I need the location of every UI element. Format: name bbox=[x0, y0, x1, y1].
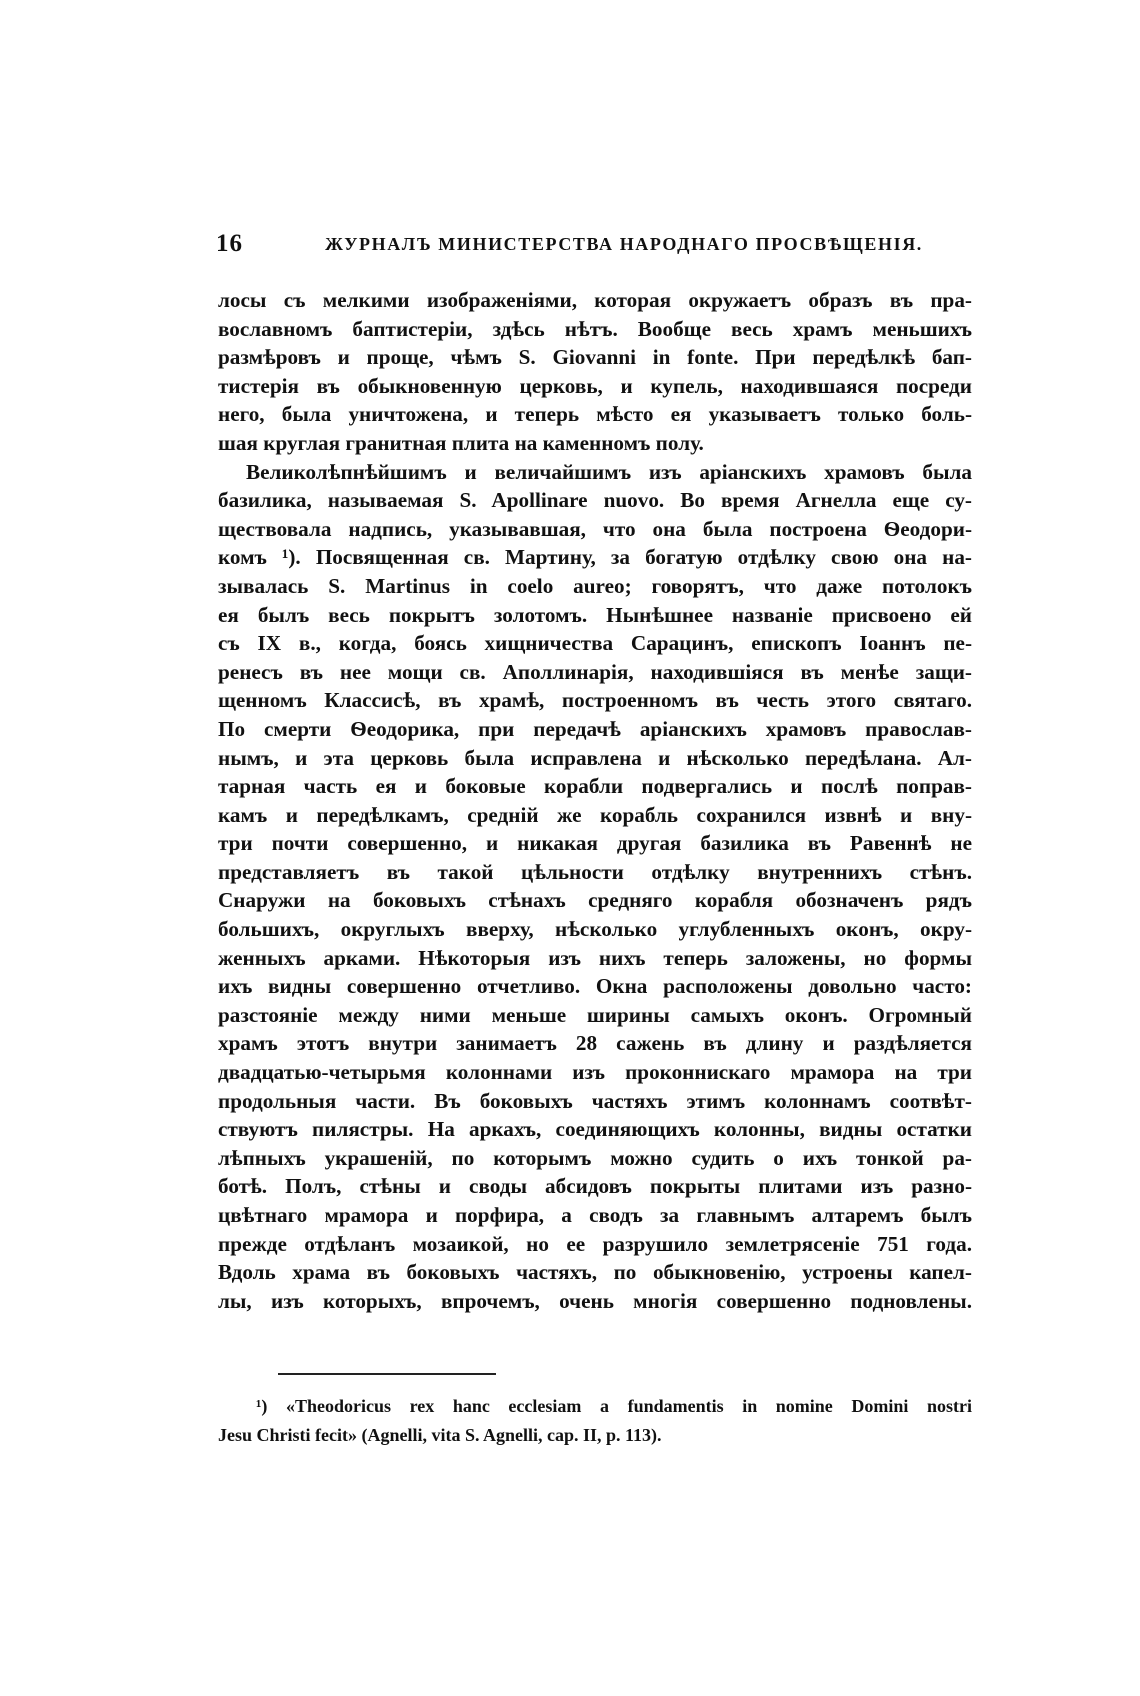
text-line: зывалась S. Martinus in coelo aureo; говорятъ, что даже потолокъ bbox=[218, 573, 972, 598]
text-line: ствуютъ пилястры. На аркахъ, соединяющихъ колонны, видны остатки bbox=[218, 1117, 972, 1142]
text-line: нымъ, и эта церковь была исправлена и нѣсколько передѣлана. Ал- bbox=[218, 745, 972, 770]
text-line: лы, изъ которыхъ, впрочемъ, очень многія совершенно подновлены. bbox=[218, 1288, 972, 1313]
text-line: него, была уничтожена, и теперь мѣсто ея указываетъ только боль- bbox=[218, 402, 972, 427]
page-header bbox=[216, 230, 972, 270]
text-line: прежде отдѣланъ мозаикой, но ее разрушило землетрясеніе 751 года. bbox=[218, 1231, 972, 1256]
footnote-divider bbox=[278, 1373, 496, 1375]
text-line: Снаружи на боковыхъ стѣнахъ средняго корабля обозначенъ рядъ bbox=[218, 888, 972, 913]
text-line: разстояніе между ними меньше ширины самыхъ оконъ. Огромный bbox=[218, 1002, 972, 1027]
text-line: ществовала надпись, указывавшая, что она была построена Ѳеодори- bbox=[218, 516, 972, 541]
text-line: размѣровъ и проще, чѣмъ S. Giovanni in fonte. При передѣлкѣ бап- bbox=[218, 345, 972, 370]
text-line: вославномъ баптистеріи, здѣсь нѣтъ. Вообще весь храмъ меньшихъ bbox=[218, 316, 972, 341]
text-line: щенномъ Классисѣ, въ храмѣ, построенномъ въ честь этого святаго. bbox=[218, 688, 972, 713]
text-line: По смерти Ѳеодорика, при передачѣ аріанскихъ храмовъ православ- bbox=[218, 716, 972, 741]
text-line: ея былъ весь покрытъ золотомъ. Нынѣшнее названіе присвоено ей bbox=[218, 602, 972, 627]
text-line: ихъ видны совершенно отчетливо. Окна расположены довольно часто: bbox=[218, 974, 972, 999]
text-line: большихъ, округлыхъ вверху, нѣсколько углубленныхъ оконъ, окру- bbox=[218, 917, 972, 942]
text-line: Великолѣпнѣйшимъ и величайшимъ изъ аріанскихъ храмовъ была bbox=[246, 459, 972, 484]
page-number: 16 bbox=[216, 230, 243, 257]
text-line: шая круглая гранитная плита на каменномъ полу. bbox=[218, 430, 704, 455]
text-line: съ IX в., когда, боясь хищничества Сарацинъ, епископъ Іоаннъ пе- bbox=[218, 631, 972, 656]
main-text bbox=[218, 286, 972, 1315]
text-line: храмъ этотъ внутри занимаетъ 28 сажень въ длину и раздѣляется bbox=[218, 1031, 972, 1056]
text-line: комъ ¹). Посвященная св. Мартину, за богатую отдѣлку свою она на- bbox=[218, 545, 972, 570]
text-line: лѣпныхъ украшеній, по которымъ можно судить о ихъ тонкой ра- bbox=[218, 1145, 972, 1170]
text-line: лосы съ мелкими изображеніями, которая окружаетъ образъ въ пра- bbox=[218, 288, 972, 312]
text-line: Вдоль храма въ боковыхъ частяхъ, по обыкновенію, устроены капел- bbox=[218, 1260, 972, 1285]
text-line: тистерія въ обыкновенную церковь, и купель, находившаяся посреди bbox=[218, 373, 972, 398]
text-line: ботѣ. Полъ, стѣны и своды абсидовъ покрыты плитами изъ разно- bbox=[218, 1174, 972, 1199]
text-line: продольныя части. Въ боковыхъ частяхъ этимъ колоннамъ соотвѣт- bbox=[218, 1088, 972, 1113]
text-line: двадцатью-четырьмя колоннами изъ проконнискаго мрамора на три bbox=[218, 1060, 972, 1085]
text-line: три почти совершенно, и никакая другая базилика въ Равеннѣ не bbox=[218, 831, 972, 856]
text-line: тарная часть ея и боковые корабли подвергались и послѣ поправ- bbox=[218, 774, 972, 799]
running-title: ЖУРНАЛЪ МИНИСТЕРСТВА НАРОДНАГО ПРОСВѢЩЕНІЯ. bbox=[325, 234, 923, 254]
text-line: представляетъ въ такой цѣльности отдѣлку внутреннихъ стѣнъ. bbox=[218, 859, 972, 884]
footnote-line: Jesu Christi fecit» (Agnelli, vita S. Agnelli, cap. II, p. 113). bbox=[218, 1425, 662, 1445]
text-line: женныхъ арками. Нѣкоторыя изъ нихъ теперь заложены, но формы bbox=[218, 945, 972, 970]
text-line: камъ и передѣлкамъ, средній же корабль сохранился извнѣ и вну- bbox=[218, 802, 972, 827]
text-line: ренесъ въ нее мощи св. Аполлинарія, находившіяся въ менѣе защи- bbox=[218, 659, 972, 684]
text-line: базилика, называемая S. Apollinare nuovo. Во время Агнелла еще су- bbox=[218, 488, 972, 513]
text-line: цвѣтнаго мрамора и порфира, а сводъ за главнымъ алтаремъ былъ bbox=[218, 1203, 972, 1227]
footnote-line: ¹) «Theodoricus rex hanc ecclesiam a fundamentis in nomine Domini nostri bbox=[256, 1396, 972, 1416]
footnote bbox=[218, 1392, 972, 1450]
